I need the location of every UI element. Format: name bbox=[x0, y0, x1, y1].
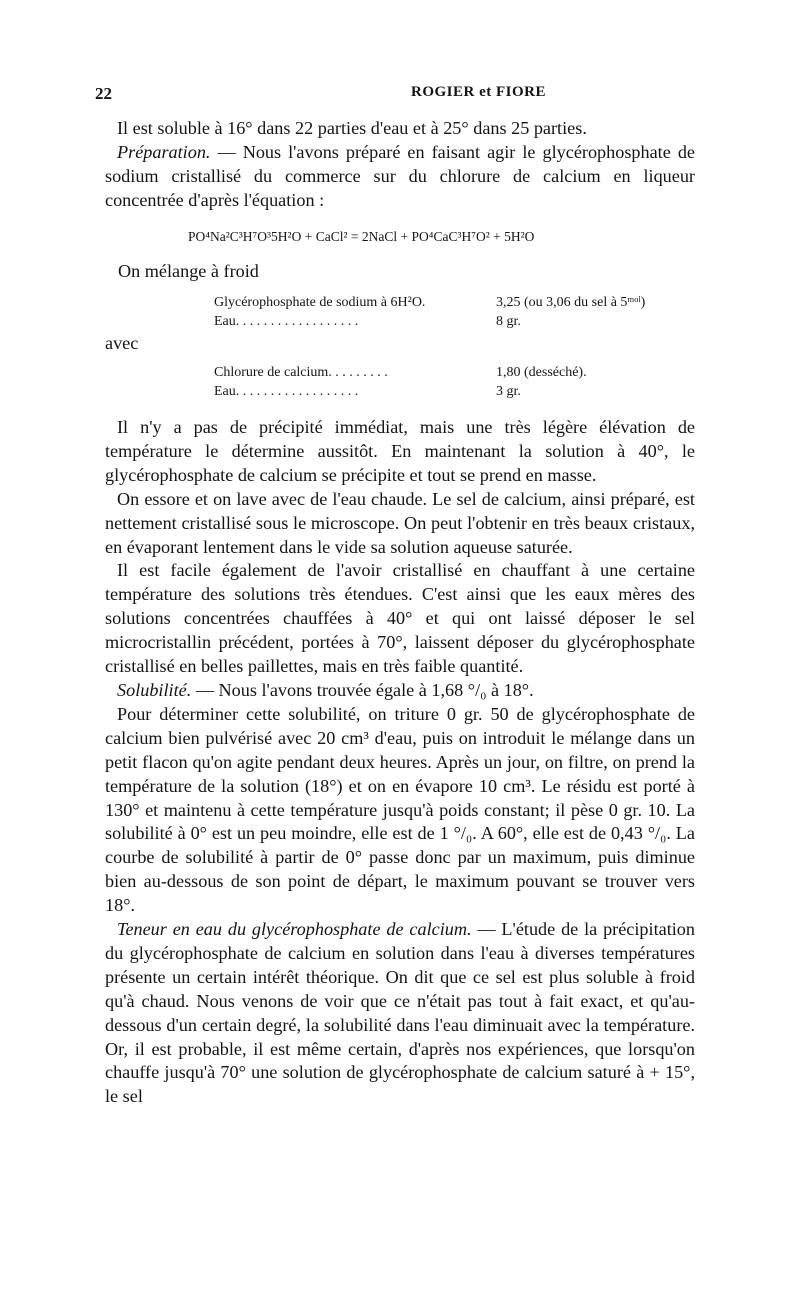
paragraph-method: Pour déterminer cette solubilité, on triture 0 gr. 50 de glycérophosphate de calcium bien pulvérisé avec 20 cm³ d'eau, puis on introduit le mélange dans un petit flacon qu'on agite pendant deux heures. Après un jour, on filtre, on prend la température de la solution (18°) et on en évapore 10 cm³. Le résidu est porté à 130° et maintenu à cette température jusqu'à poids constant; il pèse 0 gr. 10. La solubilité à 0° est un peu moindre, elle est de 1 °/₀. A 60°, elle est de 0,43 °/₀. La courbe de solubilité à partir de 0° passe donc par un maximum, puis diminue bien au-dessous de son point de départ, le maximum pouvant se trouver vers 18°. bbox=[105, 703, 695, 916]
recipe-name: Eau. . . . . . . . . . . . . . . . . . bbox=[214, 384, 359, 399]
preparation-text: — Nous l'avons préparé en faisant agir le glycérophosphate de sodium cristallisé du commerce sur du chlorure de calcium en liqueur concentrée d'après l'équation : bbox=[105, 141, 695, 210]
recipe-qty: 8 gr. bbox=[496, 314, 521, 329]
teneur-text: — L'étude de la précipitation du glycérophosphate de calcium en solution dans l'eau à diverses températures présente un certain intérêt théorique. On dit que ce sel est plus soluble à froid qu'à chaud. Nous venons de voir que ce n'était pas tout à fait exact, et qu'au-dessous d'un certain degré, la solubilité dans l'eau diminuait avec la température. Or, il est probable, il est même certain, d'après nos expériences, que lorsqu'on chauffe jusqu'à 70° une solution de glycérophosphate de calcium saturé à + 15°, le sel bbox=[105, 919, 695, 1107]
recipe-qty: 3,25 (ou 3,06 du sel à 5ᵐᵒˡ) bbox=[496, 295, 646, 310]
teneur-heading: Teneur en eau du glycérophosphate de calcium. bbox=[117, 919, 472, 940]
recipe-name: Eau. . . . . . . . . . . . . . . . . . bbox=[214, 314, 359, 329]
reaction-equation: PO⁴Na²C³H⁷O³5H²O + CaCl² = 2NaCl + PO⁴CaC³H⁷O² + 5H²O bbox=[188, 229, 535, 244]
running-head: ROGIER et FIORE bbox=[411, 84, 546, 100]
page-number: 22 bbox=[95, 84, 112, 103]
paragraph-precipite: Il n'y a pas de précipité immédiat, mais une très légère élévation de température le détermine aussitôt. En maintenant la solution à 40°, le glycérophosphate de calcium se précipite et tout se prend en masse. bbox=[105, 417, 695, 485]
page-header bbox=[95, 84, 695, 110]
text-block-main bbox=[105, 416, 695, 1109]
solubilite-heading: Solubilité. bbox=[117, 679, 192, 700]
paragraph-cristallise: Il est facile également de l'avoir cristallisé en chauffant à une certaine température des solutions très étendues. C'est ainsi que les eaux mères des solutions concentrées chauffées à 40° et qui ont laissé déposer le sel microcristallin précédent, portées à 70°, laissent déposer du glycérophosphate cristallisé en belles paillettes, mais en très faible quantité. bbox=[105, 560, 695, 677]
solubilite-paragraph bbox=[105, 679, 695, 703]
recipe-qty: 3 gr. bbox=[496, 384, 521, 399]
solubility-line: Il est soluble à 16° dans 22 parties d'eau et à 25° dans 25 parties. bbox=[117, 118, 587, 138]
melange-label: On mélange à froid bbox=[118, 261, 259, 281]
solubilite-text: — Nous l'avons trouvée égale à 1,68 °/₀ à 18°. bbox=[191, 679, 534, 700]
text-block-top bbox=[105, 117, 695, 213]
avec-label: avec bbox=[105, 333, 139, 353]
teneur-paragraph bbox=[105, 918, 695, 1109]
preparation-paragraph bbox=[105, 141, 695, 213]
paragraph-essore: On essore et on lave avec de l'eau chaude. Le sel de calcium, ainsi préparé, est nettement cristallisé sous le microscope. On peut l'obtenir en très beaux cristaux, en évaporant lentement dans le vide sa solution aqueuse saturée. bbox=[105, 488, 695, 557]
recipe-name: Chlorure de calcium. . . . . . . . . bbox=[214, 365, 388, 380]
recipe-qty: 1,80 (desséché). bbox=[496, 365, 587, 380]
preparation-heading: Préparation. bbox=[117, 141, 211, 162]
recipe-name: Glycérophosphate de sodium à 6H²O. bbox=[214, 295, 426, 310]
